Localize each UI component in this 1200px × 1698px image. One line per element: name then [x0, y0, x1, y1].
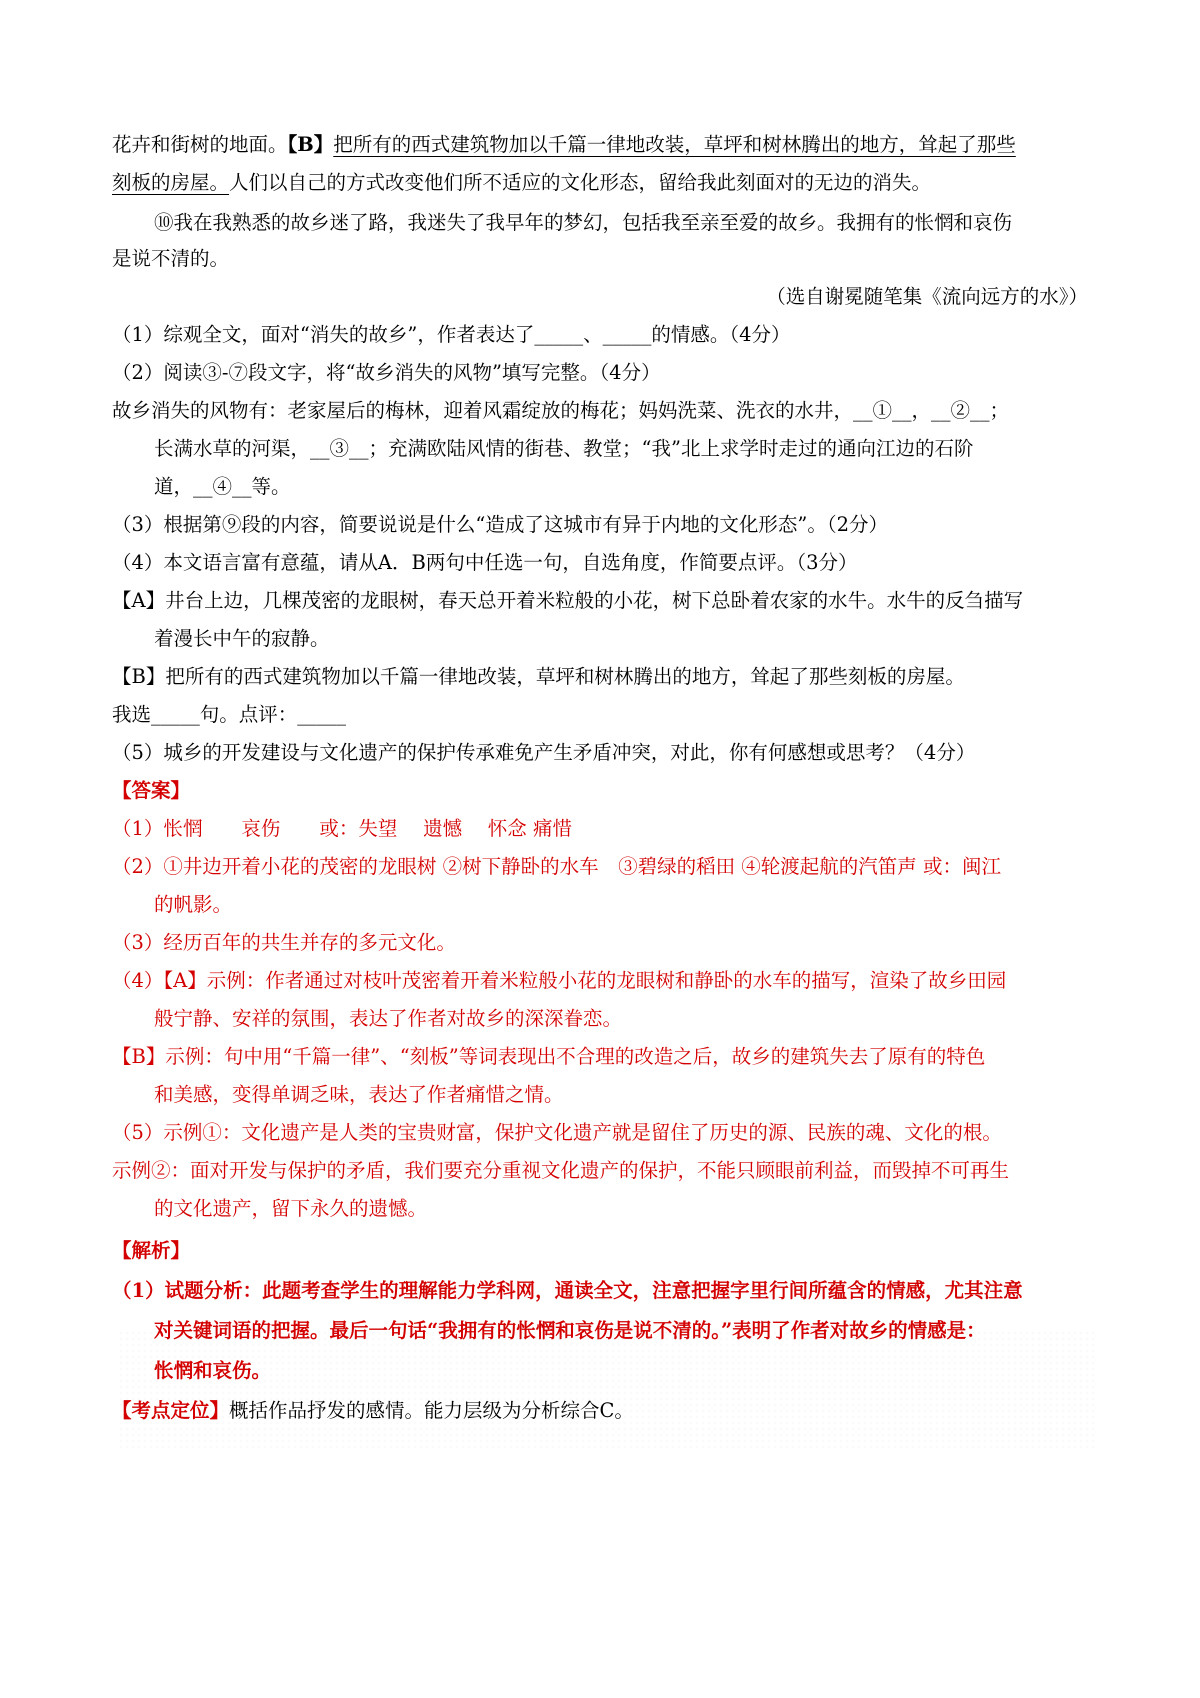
- answer-4-b-cont: 和美感，变得单调乏味，表达了作者痛惜之情。: [154, 1083, 564, 1106]
- analysis-heading: 【解析】: [112, 1239, 191, 1262]
- key-point-text: 概括作品抒发的感情。能力层级为分析综合C。: [229, 1399, 634, 1422]
- question-4-sentence-b: 【B】把所有的西式建筑物加以千篇一律地改装，草坪和树林腾出的地方，耸起了那些刻板的房屋。: [112, 665, 965, 688]
- passage-text: 人们以自己的方式改变他们所不适应的文化形态，留给我此刻面对的无边的消失。: [229, 171, 932, 194]
- answer-4-cont: 般宁静、安祥的氛围，表达了作者对故乡的深深眷恋。: [154, 1007, 623, 1030]
- answer-heading: 【答案】: [112, 779, 191, 802]
- source-citation: （选自谢冕随笔集《流向远方的水》）: [766, 285, 1088, 308]
- question-2-line: 长满水草的河渠，__③__；充满欧陆风情的街巷、教堂；“我”北上求学时走过的通向江边的石阶: [154, 437, 974, 460]
- sentence-b-marker: 【B】: [287, 133, 334, 156]
- question-3: （3）根据第⑨段的内容，简要说说是什么“造成了这城市有异于内地的文化形态”。（2分）: [112, 513, 889, 536]
- answer-4: （4）【A】示例：作者通过对枝叶茂密着开着米粒般小花的龙眼树和静卧的水车的描写，渲染了故乡田园: [112, 969, 1007, 992]
- paragraph-10-cont: 是说不清的。: [112, 247, 230, 270]
- question-4: （4）本文语言富有意蕴，请从A．B两句中任选一句，自选角度，作简要点评。（3分）: [112, 551, 858, 574]
- answer-3: （3）经历百年的共生并存的多元文化。: [112, 931, 456, 954]
- question-2-line: 故乡消失的风物有：老家屋后的梅林，迎着风霜绽放的梅花；妈妈洗菜、洗衣的水井，__①__，__②__；: [112, 399, 1010, 422]
- question-1: （1）综观全文，面对“消失的故乡”，作者表达了_____、_____的情感。（4分）: [112, 323, 791, 346]
- passage-text: 花卉和街树的地面。: [112, 133, 288, 156]
- answer-2: （2）①井边开着小花的茂密的龙眼树 ②树下静卧的水车 ③碧绿的稻田 ④轮渡起航的汽笛声 或：闽江: [112, 855, 1002, 878]
- question-5: （5）城乡的开发建设与文化遗产的保护传承难免产生矛盾冲突，对此，你有何感想或思考？（4分）: [112, 741, 976, 764]
- question-4-choose: 我选_____句。点评：_____: [112, 703, 347, 726]
- scan-noise: [118, 1330, 1098, 1450]
- passage-line: [112, 168, 1102, 198]
- answer-1: （1）怅惘 哀伤 或：失望 遗憾 怀念 痛惜: [112, 817, 573, 840]
- answer-5-cont: 的文化遗产，留下永久的遗憾。: [154, 1197, 428, 1220]
- sentence-b-underlined: 把所有的西式建筑物加以千篇一律地改装，草坪和树林腾出的地方，耸起了那些: [333, 133, 1016, 156]
- question-4-sentence-a-cont: 着漫长中午的寂静。: [154, 627, 330, 650]
- sentence-b-underlined: 刻板的房屋。: [112, 171, 230, 194]
- key-point: [112, 1396, 1102, 1426]
- analysis-1-cont: 怅惘和哀伤。: [154, 1359, 272, 1382]
- answer-5: （5）示例①：文化遗产是人类的宝贵财富，保护文化遗产就是留住了历史的源、民族的魂、文化的根。: [112, 1121, 1002, 1144]
- answer-4-b: 【B】示例：句中用“千篇一律”、“刻板”等词表现出不合理的改造之后，故乡的建筑失去了原有的特色: [112, 1045, 986, 1068]
- question-2: （2）阅读③-⑦段文字，将“故乡消失的风物”填写完整。（4分）: [112, 361, 661, 384]
- analysis-1-cont: 对关键词语的把握。最后一句话“我拥有的怅惘和哀伤是说不清的。”表明了作者对故乡的情感是：: [154, 1319, 986, 1342]
- analysis-1: （1）试题分析：此题考查学生的理解能力学科网，通读全文，注意把握字里行间所蕴含的情感，尤其注意: [112, 1279, 1023, 1302]
- key-point-label: 【考点定位】: [112, 1399, 230, 1422]
- question-4-sentence-a: 【A】井台上边，几棵茂密的龙眼树，春天总开着米粒般的小花，树下总卧着农家的水牛。水牛的反刍描写: [112, 589, 1024, 612]
- paragraph-10: ⑩我在我熟悉的故乡迷了路，我迷失了我早年的梦幻，包括我至亲至爱的故乡。我拥有的怅惘和哀伤: [154, 211, 1013, 234]
- answer-2-cont: 的帆影。: [154, 893, 233, 916]
- question-2-line: 道，__④__等。: [154, 475, 291, 498]
- passage-line: [112, 130, 1102, 160]
- answer-5-example-2: 示例②：面对开发与保护的矛盾，我们要充分重视文化遗产的保护，不能只顾眼前利益，而毁掉不可再生: [112, 1159, 1010, 1182]
